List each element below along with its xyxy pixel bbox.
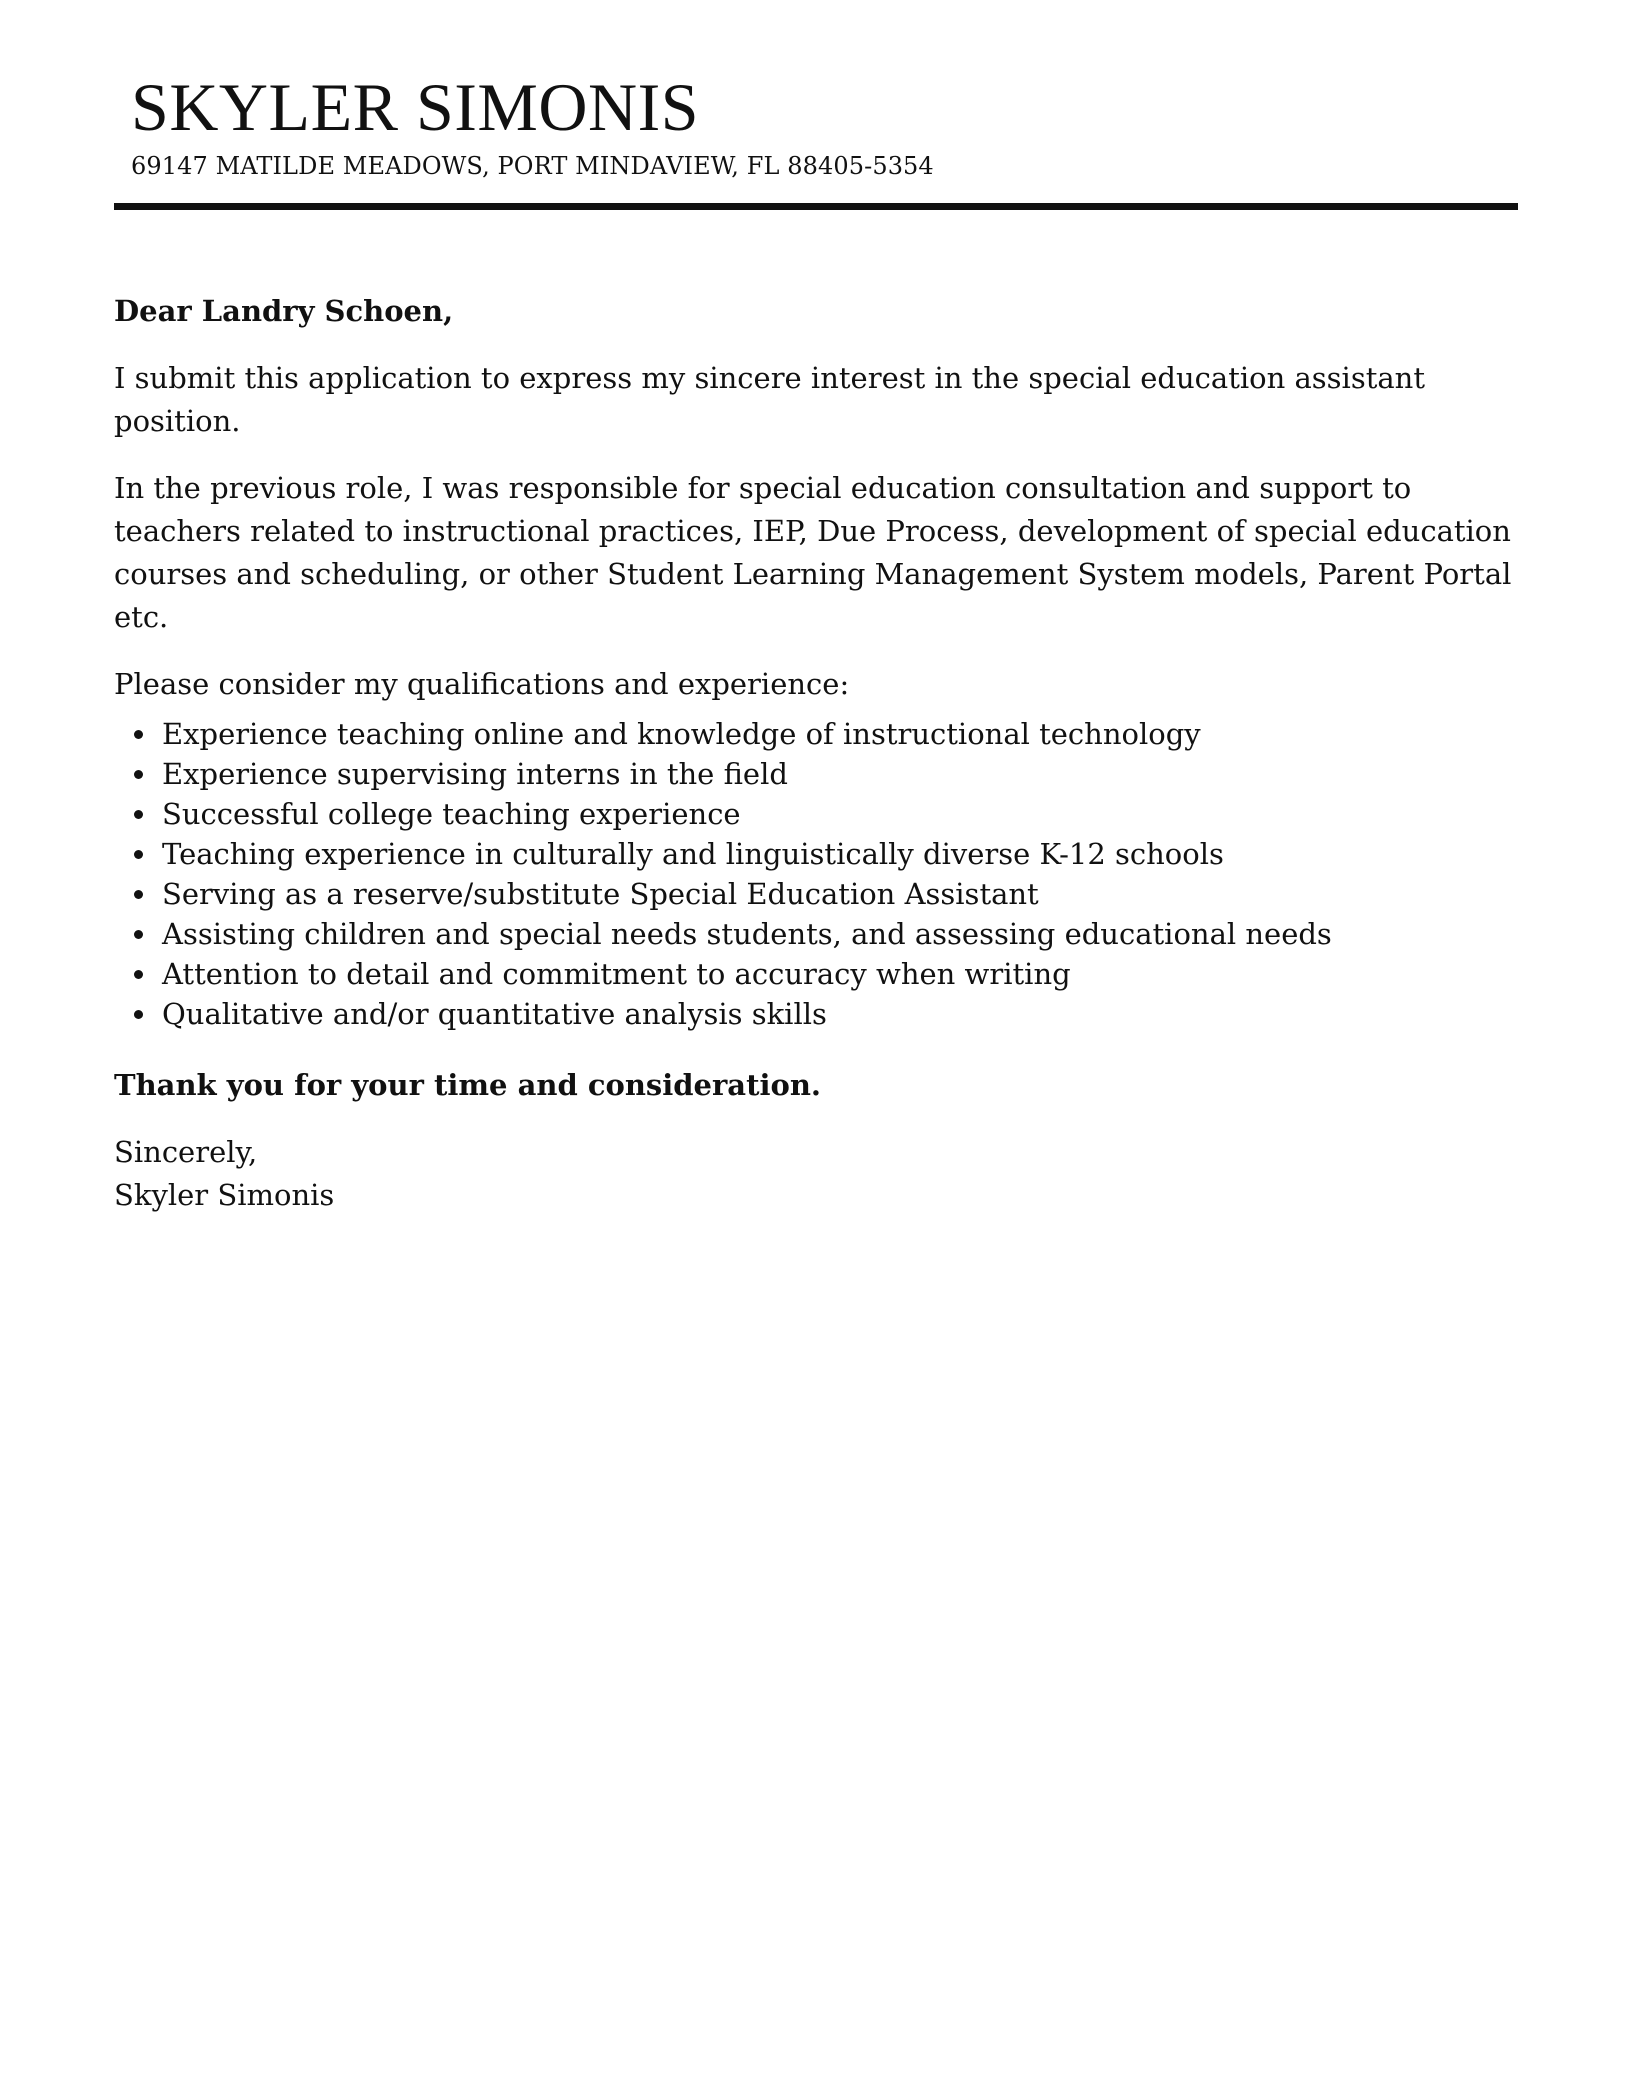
- thanks-line: Thank you for your time and consideration.: [114, 1068, 822, 1102]
- list-item: [162, 834, 1518, 874]
- signature-name: Skyler Simonis: [114, 1178, 335, 1212]
- experience-paragraph: In the previous role, I was responsible for special education consultation and support to teachers related to instructional practices, IEP, Due Process, development of special education courses and scheduling, or other Student Learning Management System models, Parent Portal etc.: [114, 471, 1512, 634]
- applicant-address: 69147 MATILDE MEADOWS, PORT MINDAVIEW, FL 88405-5354: [131, 152, 934, 180]
- list-item: [162, 994, 1518, 1034]
- intro-paragraph: I submit this application to express my sincere interest in the special education assistant position.: [114, 361, 1425, 438]
- list-item: [162, 954, 1518, 994]
- qualifications-list: [114, 714, 1518, 1034]
- list-item-text: Assisting children and special needs students, and assessing educational needs: [162, 917, 1332, 951]
- list-item-text: Experience teaching online and knowledge of instructional technology: [162, 717, 1201, 751]
- bullet-icon: [134, 730, 143, 739]
- bullet-icon: [134, 890, 143, 899]
- bullet-icon: [134, 930, 143, 939]
- consider-paragraph: Please consider my qualifications and experience:: [114, 667, 850, 701]
- bullet-icon: [134, 850, 143, 859]
- greeting: Dear Landry Schoen,: [114, 294, 454, 328]
- header-divider: [114, 203, 1518, 210]
- list-item-text: Serving as a reserve/substitute Special Education Assistant: [162, 877, 1039, 911]
- letter-body: [114, 290, 1518, 1217]
- list-item: [162, 754, 1518, 794]
- list-item-text: Attention to detail and commitment to accuracy when writing: [162, 957, 1071, 991]
- list-item-text: Experience supervising interns in the field: [162, 757, 788, 791]
- letter-header: [131, 70, 1511, 182]
- signoff: Sincerely,: [114, 1135, 258, 1169]
- bullet-icon: [134, 970, 143, 979]
- list-item: [162, 794, 1518, 834]
- list-item: [162, 874, 1518, 914]
- list-item: [162, 914, 1518, 954]
- bullet-icon: [134, 770, 143, 779]
- bullet-icon: [134, 1010, 143, 1019]
- list-item-text: Successful college teaching experience: [162, 797, 741, 831]
- list-item-text: Qualitative and/or quantitative analysis skills: [162, 997, 827, 1031]
- list-item: [162, 714, 1518, 754]
- closing-block: [114, 1131, 1518, 1217]
- list-item-text: Teaching experience in culturally and linguistically diverse K-12 schools: [162, 837, 1224, 871]
- applicant-name: SKYLER SIMONIS: [131, 69, 700, 145]
- bullet-icon: [134, 810, 143, 819]
